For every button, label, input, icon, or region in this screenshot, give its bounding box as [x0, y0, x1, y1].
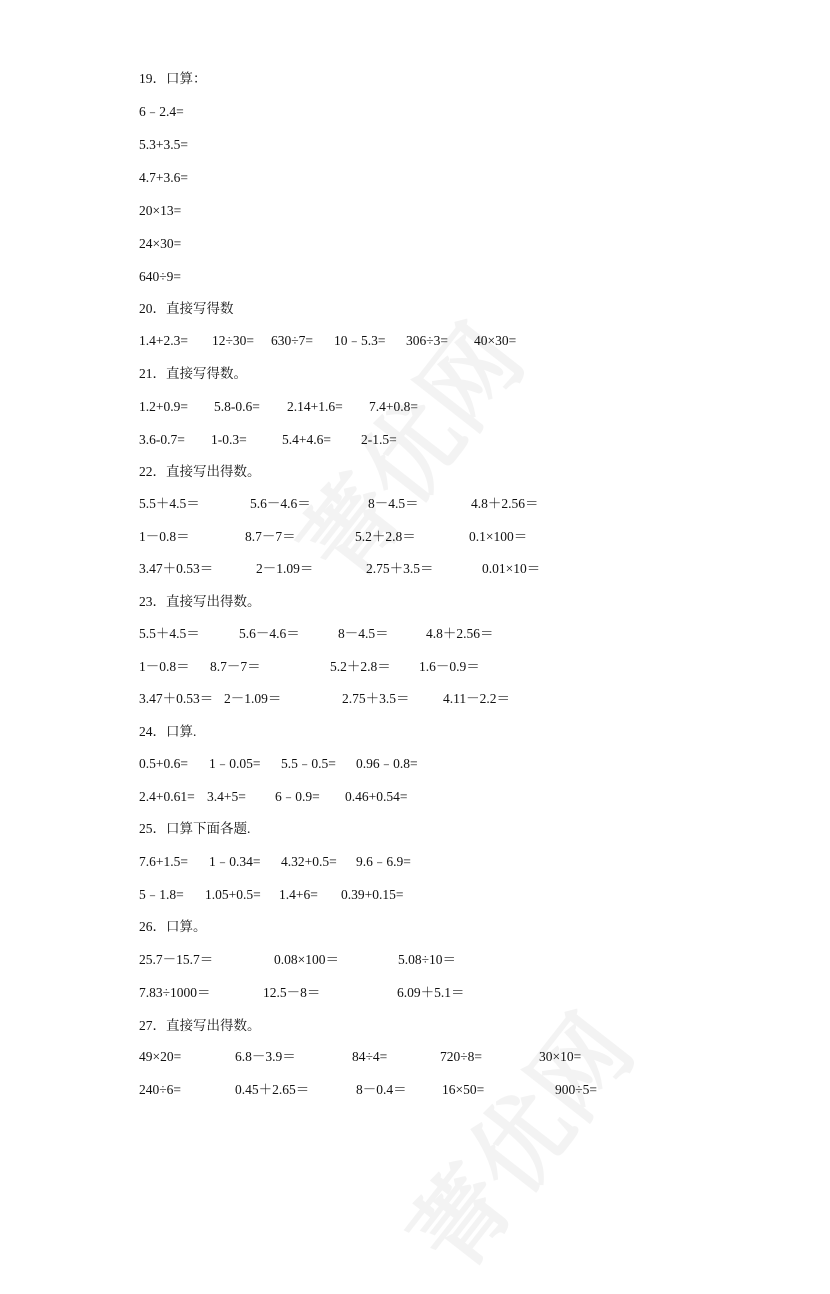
- math-expression: 84÷4=: [352, 1049, 388, 1064]
- math-expression: 5.4+4.6=: [282, 432, 331, 447]
- math-expression: 2.75＋3.5＝: [366, 561, 434, 576]
- math-expression: 5.2＋2.8＝: [355, 529, 416, 544]
- math-expression: 1.2+0.9=: [139, 399, 188, 414]
- math-expression: 5.8-0.6=: [214, 399, 260, 414]
- math-expression: 19．口算：: [139, 71, 207, 86]
- math-expression: 240÷6=: [139, 1082, 182, 1097]
- math-expression: 900÷5=: [555, 1082, 598, 1097]
- math-expression: 9.6﹣6.9=: [356, 854, 411, 869]
- math-expression: 1.4+2.3=: [139, 333, 188, 348]
- math-expression: 630÷7=: [271, 333, 314, 348]
- math-expression: 7.83÷1000＝: [139, 985, 211, 1000]
- math-expression: 25.7－15.7＝: [139, 952, 214, 967]
- math-expression: 25．口算下面各题.: [139, 821, 251, 836]
- math-expression: 3.47＋0.53＝: [139, 691, 214, 706]
- math-expression: 0.96﹣0.8=: [356, 756, 418, 771]
- math-expression: 2－1.09＝: [256, 561, 314, 576]
- math-expression: 4.7+3.6=: [139, 170, 188, 185]
- math-expression: 49×20=: [139, 1049, 182, 1064]
- math-expression: 12.5－8＝: [263, 985, 321, 1000]
- math-expression: 40×30=: [474, 333, 517, 348]
- math-expression: 1－0.8＝: [139, 529, 190, 544]
- math-expression: 24×30=: [139, 236, 182, 251]
- math-expression: 5.6－4.6＝: [239, 626, 300, 641]
- math-expression: 4.11－2.2＝: [443, 691, 510, 706]
- math-expression: 8－4.5＝: [338, 626, 389, 641]
- math-expression: 1﹣0.05=: [209, 756, 261, 771]
- math-expression: 20×13=: [139, 203, 182, 218]
- math-expression: 8.7－7＝: [245, 529, 296, 544]
- math-expression: 4.8＋2.56＝: [471, 496, 539, 511]
- math-expression: 2.75＋3.5＝: [342, 691, 410, 706]
- math-expression: 3.4+5=: [207, 789, 246, 804]
- math-expression: 0.08×100＝: [274, 952, 339, 967]
- math-expression: 23．直接写出得数。: [139, 594, 261, 609]
- math-expression: 5.5＋4.5＝: [139, 496, 200, 511]
- math-expression: 24．口算.: [139, 724, 197, 739]
- math-expression: 0.39+0.15=: [341, 887, 404, 902]
- math-expression: 0.01×10＝: [482, 561, 541, 576]
- math-expression: 5.6－4.6＝: [250, 496, 311, 511]
- math-expression: 6﹣2.4=: [139, 104, 184, 119]
- math-expression: 8－4.5＝: [368, 496, 419, 511]
- math-expression: 5.2＋2.8＝: [330, 659, 391, 674]
- math-expression: 3.6-0.7=: [139, 432, 185, 447]
- math-expression: 30×10=: [539, 1049, 582, 1064]
- math-expression: 5.5﹣0.5=: [281, 756, 336, 771]
- math-expression: 3.47＋0.53＝: [139, 561, 214, 576]
- math-expression: 12÷30=: [212, 333, 255, 348]
- math-expression: 0.1×100＝: [469, 529, 528, 544]
- math-expression: 1－0.8＝: [139, 659, 190, 674]
- math-expression: 6.8－3.9＝: [235, 1049, 296, 1064]
- math-expression: 1.4+6=: [279, 887, 318, 902]
- math-expression: 22．直接写出得数。: [139, 464, 261, 479]
- math-expression: 2－1.09＝: [224, 691, 282, 706]
- math-expression: 8－0.4＝: [356, 1082, 407, 1097]
- math-expression: 5.08÷10＝: [398, 952, 457, 967]
- math-expression: 16×50=: [442, 1082, 485, 1097]
- math-expression: 7.4+0.8=: [369, 399, 418, 414]
- math-expression: 6.09＋5.1＝: [397, 985, 465, 1000]
- math-expression: 0.5+0.6=: [139, 756, 188, 771]
- math-expression: 1﹣0.34=: [209, 854, 261, 869]
- math-expression: 1-0.3=: [211, 432, 247, 447]
- math-expression: 306÷3=: [406, 333, 449, 348]
- math-expression: 21．直接写得数。: [139, 366, 247, 381]
- math-expression: 1.6－0.9＝: [419, 659, 480, 674]
- math-expression: 5﹣1.8=: [139, 887, 184, 902]
- math-expression: 8.7－7＝: [210, 659, 261, 674]
- math-expression: 0.46+0.54=: [345, 789, 408, 804]
- math-expression: 2.4+0.61=: [139, 789, 195, 804]
- math-expression: 27．直接写出得数。: [139, 1018, 261, 1033]
- math-expression: 2-1.5=: [361, 432, 397, 447]
- math-expression: 5.5＋4.5＝: [139, 626, 200, 641]
- math-expression: 10﹣5.3=: [334, 333, 386, 348]
- math-expression: 6﹣0.9=: [275, 789, 320, 804]
- math-expression: 7.6+1.5=: [139, 854, 188, 869]
- math-expression: 20．直接写得数: [139, 301, 234, 316]
- math-expression: 5.3+3.5=: [139, 137, 188, 152]
- math-expression: 0.45＋2.65＝: [235, 1082, 310, 1097]
- math-expression: 640÷9=: [139, 269, 182, 284]
- math-expression: 26．口算。: [139, 919, 207, 934]
- watermark-text-lower: [373, 983, 658, 1294]
- math-expression: 4.32+0.5=: [281, 854, 337, 869]
- math-expression: 4.8＋2.56＝: [426, 626, 494, 641]
- math-expression: 720÷8=: [440, 1049, 483, 1064]
- math-expression: 2.14+1.6=: [287, 399, 343, 414]
- math-expression: 1.05+0.5=: [205, 887, 261, 902]
